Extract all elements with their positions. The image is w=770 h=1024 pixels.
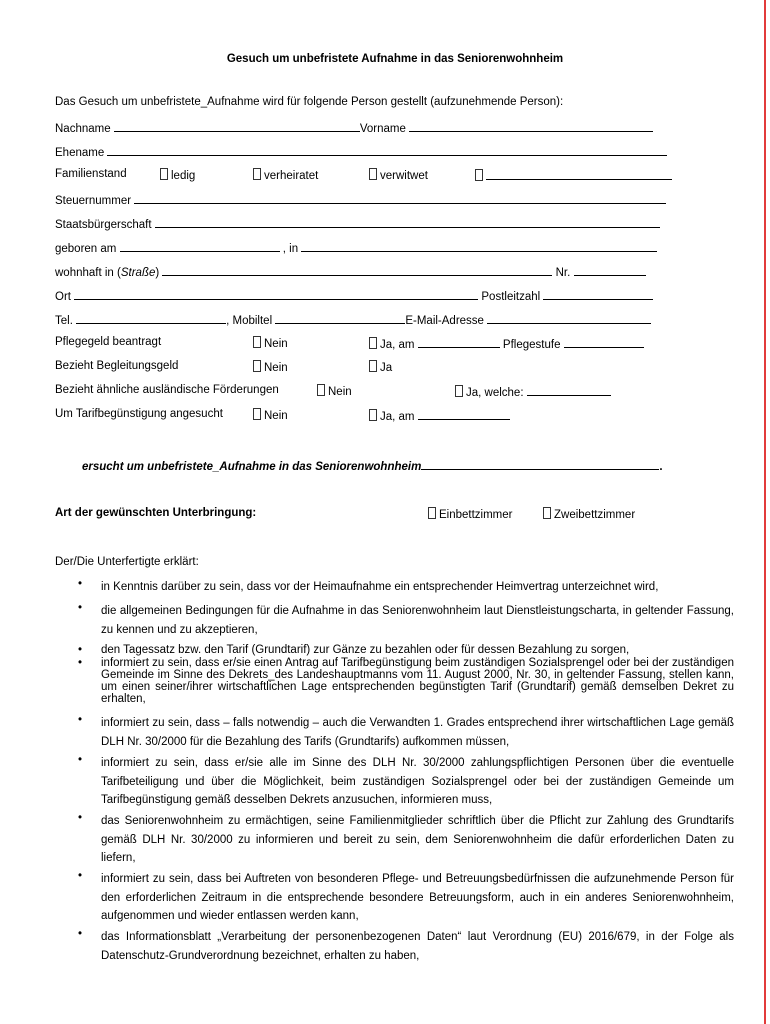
option-einbettzimmer[interactable] (428, 507, 513, 521)
label-ja-welche: Ja, welche: (466, 387, 524, 399)
checkbox-begleitungsgeld-ja[interactable] (369, 360, 377, 372)
list-item-text: die allgemeinen Bedingungen für die Aufnahme in das Seniorenwohnheim laut Dienstleistungscharta, in geltender Fassung, zu kennen und zu akzeptieren, (101, 605, 734, 636)
option-tarif-ja[interactable] (369, 408, 510, 423)
label-mobiltel: , Mobiltel (226, 315, 273, 327)
checkbox-pflegegeld-ja[interactable] (369, 337, 377, 349)
label-wohnhaft-close: ) (155, 267, 160, 279)
other-familienstand-field[interactable] (486, 168, 672, 180)
bullet-symbol: • (78, 657, 83, 669)
checkbox-pflegegeld-nein[interactable] (253, 336, 261, 348)
bullet-symbol: • (78, 578, 83, 590)
label-email: E-Mail-Adresse (405, 315, 484, 327)
label-nr: Nr. (555, 267, 571, 279)
checkbox-tarif-ja[interactable] (369, 409, 377, 421)
checkbox-auslaendisch-nein[interactable] (317, 384, 325, 396)
tarif-datum-field[interactable] (418, 408, 510, 420)
label-ledig: ledig (171, 170, 196, 182)
label-tarif: Um Tarifbegünstigung angesucht (55, 408, 223, 420)
list-item-text: den Tagessatz bzw. den Tarif (Grundtarif) zur Gänze zu bezahlen oder für dessen Bezahlung zu sorgen, (101, 644, 630, 656)
label-familienstand: Familienstand (55, 168, 127, 180)
checkbox-auslaendisch-ja[interactable] (455, 385, 463, 397)
row-unterbringung (55, 507, 675, 523)
label-postleitzahl: Postleitzahl (481, 291, 541, 303)
checkbox-einbettzimmer[interactable] (428, 507, 436, 519)
checkbox-ledig[interactable] (160, 168, 168, 180)
row-wohnhaft (55, 264, 646, 279)
label-geboren-am: geboren am (55, 243, 117, 255)
label-nachname: Nachname (55, 123, 111, 135)
vorname-field[interactable] (409, 120, 653, 132)
seniorenwohnheim-name-field[interactable] (421, 458, 659, 470)
label-tel: Tel. (55, 315, 73, 327)
geburtsort-field[interactable] (301, 240, 657, 252)
geburtsdatum-field[interactable] (120, 240, 280, 252)
label-einbettzimmer: Einbettzimmer (439, 509, 513, 521)
label-zweibettzimmer: Zweibettzimmer (554, 509, 636, 521)
list-item-text: informiert zu sein, dass er/sie alle im Sinne des DLH Nr. 30/2000 zahlungspflichtigen Personen über die eventuelle Tarifbeteiligung und über die Möglichkeit, beim zuständigen Sozialsprengel oder bei der zuständigen Gemeinde um Tarifbegünstigung gemäß desselben Dekrets anzusuchen, informieren muss, (101, 757, 734, 806)
list-item-text: informiert zu sein, dass – falls notwendig – auch die Verwandten 1. Grades entsprechend ihrer wirtschaftlichen Lage gemäß DLH Nr. 30/2000 für die Bezahlung des Tarifs (Grundtarifs) aufkommen müssen, (101, 717, 734, 748)
label-auslaendisch: Bezieht ähnliche ausländische Förderungen (55, 384, 279, 396)
row-ort (55, 288, 653, 303)
label-wohnhaft-in: wohnhaft in ( (55, 267, 121, 279)
auslaendisch-welche-field[interactable] (527, 384, 611, 396)
label-nein: Nein (264, 410, 288, 422)
bullet-symbol: • (78, 644, 83, 656)
label-begleitungsgeld: Bezieht Begleitungsgeld (55, 360, 179, 372)
intro-text: Das Gesuch um unbefristete_Aufnahme wird für folgende Person gestellt (aufzunehmende Person): (55, 96, 564, 108)
list-item-text: informiert zu sein, dass er/sie einen Antrag auf Tarifbegünstigung beim zuständigen Sozialsprengel oder bei der zuständigen Gemeinde im Sinne des Dekrets_des Landeshauptmanns vom 11. August 2000, Nr. 30, in geltender Fassung, stellen kann, um einen seiner/ihrer wirtschaftlichen Lage entsprechenden begünstigten Tarif (Grundtarif) gemäß demselben Dekret zu erhalten, (101, 657, 734, 705)
label-unterbringung: Art der gewünschten Unterbringung: (55, 507, 257, 519)
checkbox-verheiratet[interactable] (253, 168, 261, 180)
label-steuernummer: Steuernummer (55, 195, 132, 207)
checkbox-tarif-nein[interactable] (253, 408, 261, 420)
list-item-text: informiert zu sein, dass bei Auftreten von besonderen Pflege- und Betreuungsbedürfnissen die aufzunehmende Person für den erforderlichen Zeitraum in die entsprechende besondere Betreuungsform, auch in ein anderes Seniorenwohnheim, aufgenommen und wieder entlassen werden kann, (101, 873, 734, 922)
label-ort: Ort (55, 291, 71, 303)
label-strasse: Straße (120, 267, 156, 279)
email-field[interactable] (487, 312, 651, 324)
option-other[interactable] (475, 168, 672, 183)
tel-field[interactable] (76, 312, 226, 324)
option-pflegegeld-nein[interactable] (253, 336, 288, 350)
list-item-text: das Informationsblatt „Verarbeitung der personenbezogenen Daten“ laut Verordnung (EU) 2016/679, in der Folge als Datenschutz-Grundverordnung bezeichnet, erhalten zu haben, (101, 931, 734, 962)
label-pflegegeld: Pflegegeld beantragt (55, 336, 162, 348)
mobiltel-field[interactable] (275, 312, 405, 324)
label-verheiratet: verheiratet (264, 170, 319, 182)
label-verwitwet: verwitwet (380, 170, 428, 182)
option-ledig[interactable] (160, 168, 195, 182)
checkbox-verwitwet[interactable] (369, 168, 377, 180)
option-verheiratet[interactable] (253, 168, 318, 182)
bullet-symbol: • (78, 812, 83, 824)
strasse-field[interactable] (162, 264, 552, 276)
label-nein: Nein (264, 362, 288, 374)
row-staatsbuergerschaft (55, 216, 660, 231)
option-tarif-nein[interactable] (253, 408, 288, 422)
label-ja: Ja (380, 362, 393, 374)
declaration-intro: Der/Die Unterfertigte erklärt: (55, 556, 199, 568)
option-auslaendisch-ja[interactable] (455, 384, 611, 399)
label-staatsbuergerschaft: Staatsbürgerschaft (55, 219, 152, 231)
option-auslaendisch-nein[interactable] (317, 384, 352, 398)
label-pflegestufe: Pflegestufe (502, 339, 561, 351)
ehename-field[interactable] (107, 144, 667, 156)
request-end: . (659, 461, 663, 473)
row-geboren (55, 240, 657, 255)
staatsbuergerschaft-field[interactable] (155, 216, 660, 228)
bullet-symbol: • (78, 602, 83, 614)
bullet-symbol: • (78, 754, 83, 766)
row-kontakt (55, 312, 651, 327)
label-in: , in (282, 243, 299, 255)
row-familienstand (55, 168, 675, 184)
row-name (55, 120, 653, 135)
row-request (82, 458, 663, 473)
option-zweibettzimmer[interactable] (543, 507, 635, 521)
row-steuernummer (55, 192, 666, 207)
pflegegeld-datum-field[interactable] (418, 336, 500, 348)
label-ja-am: Ja, am (380, 411, 415, 423)
checkbox-zweibettzimmer[interactable] (543, 507, 551, 519)
row-ehename (55, 144, 667, 159)
row-begleitungsgeld (55, 360, 675, 376)
checkbox-other[interactable] (475, 169, 483, 181)
option-pflegegeld-ja[interactable] (369, 336, 644, 351)
nachname-field[interactable] (114, 120, 360, 132)
steuernummer-field[interactable] (134, 192, 666, 204)
ort-field[interactable] (74, 288, 478, 300)
label-nein: Nein (328, 386, 352, 398)
option-begleitungsgeld-ja[interactable] (369, 360, 392, 374)
option-verwitwet[interactable] (369, 168, 428, 182)
list-item-text: das Seniorenwohnheim zu ermächtigen, seine Familienmitglieder schriftlich über die Pflicht zur Zahlung des Grundtarifs gemäß DLH Nr. 30/2000 zu informieren und bereit zu sein, dem Seniorenwohnheim die dafür erforderlichen Daten zu liefern, (101, 815, 734, 864)
bullet-symbol: • (78, 714, 83, 726)
label-vorname: Vorname (359, 123, 406, 135)
row-pflegegeld (55, 336, 675, 352)
bullet-symbol: • (78, 870, 83, 882)
label-nein: Nein (264, 338, 288, 350)
list-item-text: in Kenntnis darüber zu sein, dass vor der Heimaufnahme ein entsprechender Heimvertrag unterzeichnet wird, (101, 581, 659, 593)
pflegestufe-field[interactable] (564, 336, 644, 348)
checkbox-begleitungsgeld-nein[interactable] (253, 360, 261, 372)
page-margin-line (764, 0, 766, 1024)
document-title: Gesuch um unbefristete Aufnahme in das Seniorenwohnheim (226, 53, 564, 65)
row-auslaendisch (55, 384, 675, 400)
label-ehename: Ehename (55, 147, 105, 159)
postleitzahl-field[interactable] (543, 288, 653, 300)
label-ja-am: Ja, am (380, 339, 415, 351)
request-text: ersucht um unbefristete_Aufnahme in das Seniorenwohnheim (82, 461, 422, 473)
bullet-symbol: • (78, 928, 83, 940)
option-begleitungsgeld-nein[interactable] (253, 360, 288, 374)
hausnummer-field[interactable] (574, 264, 646, 276)
row-tarif (55, 408, 675, 424)
